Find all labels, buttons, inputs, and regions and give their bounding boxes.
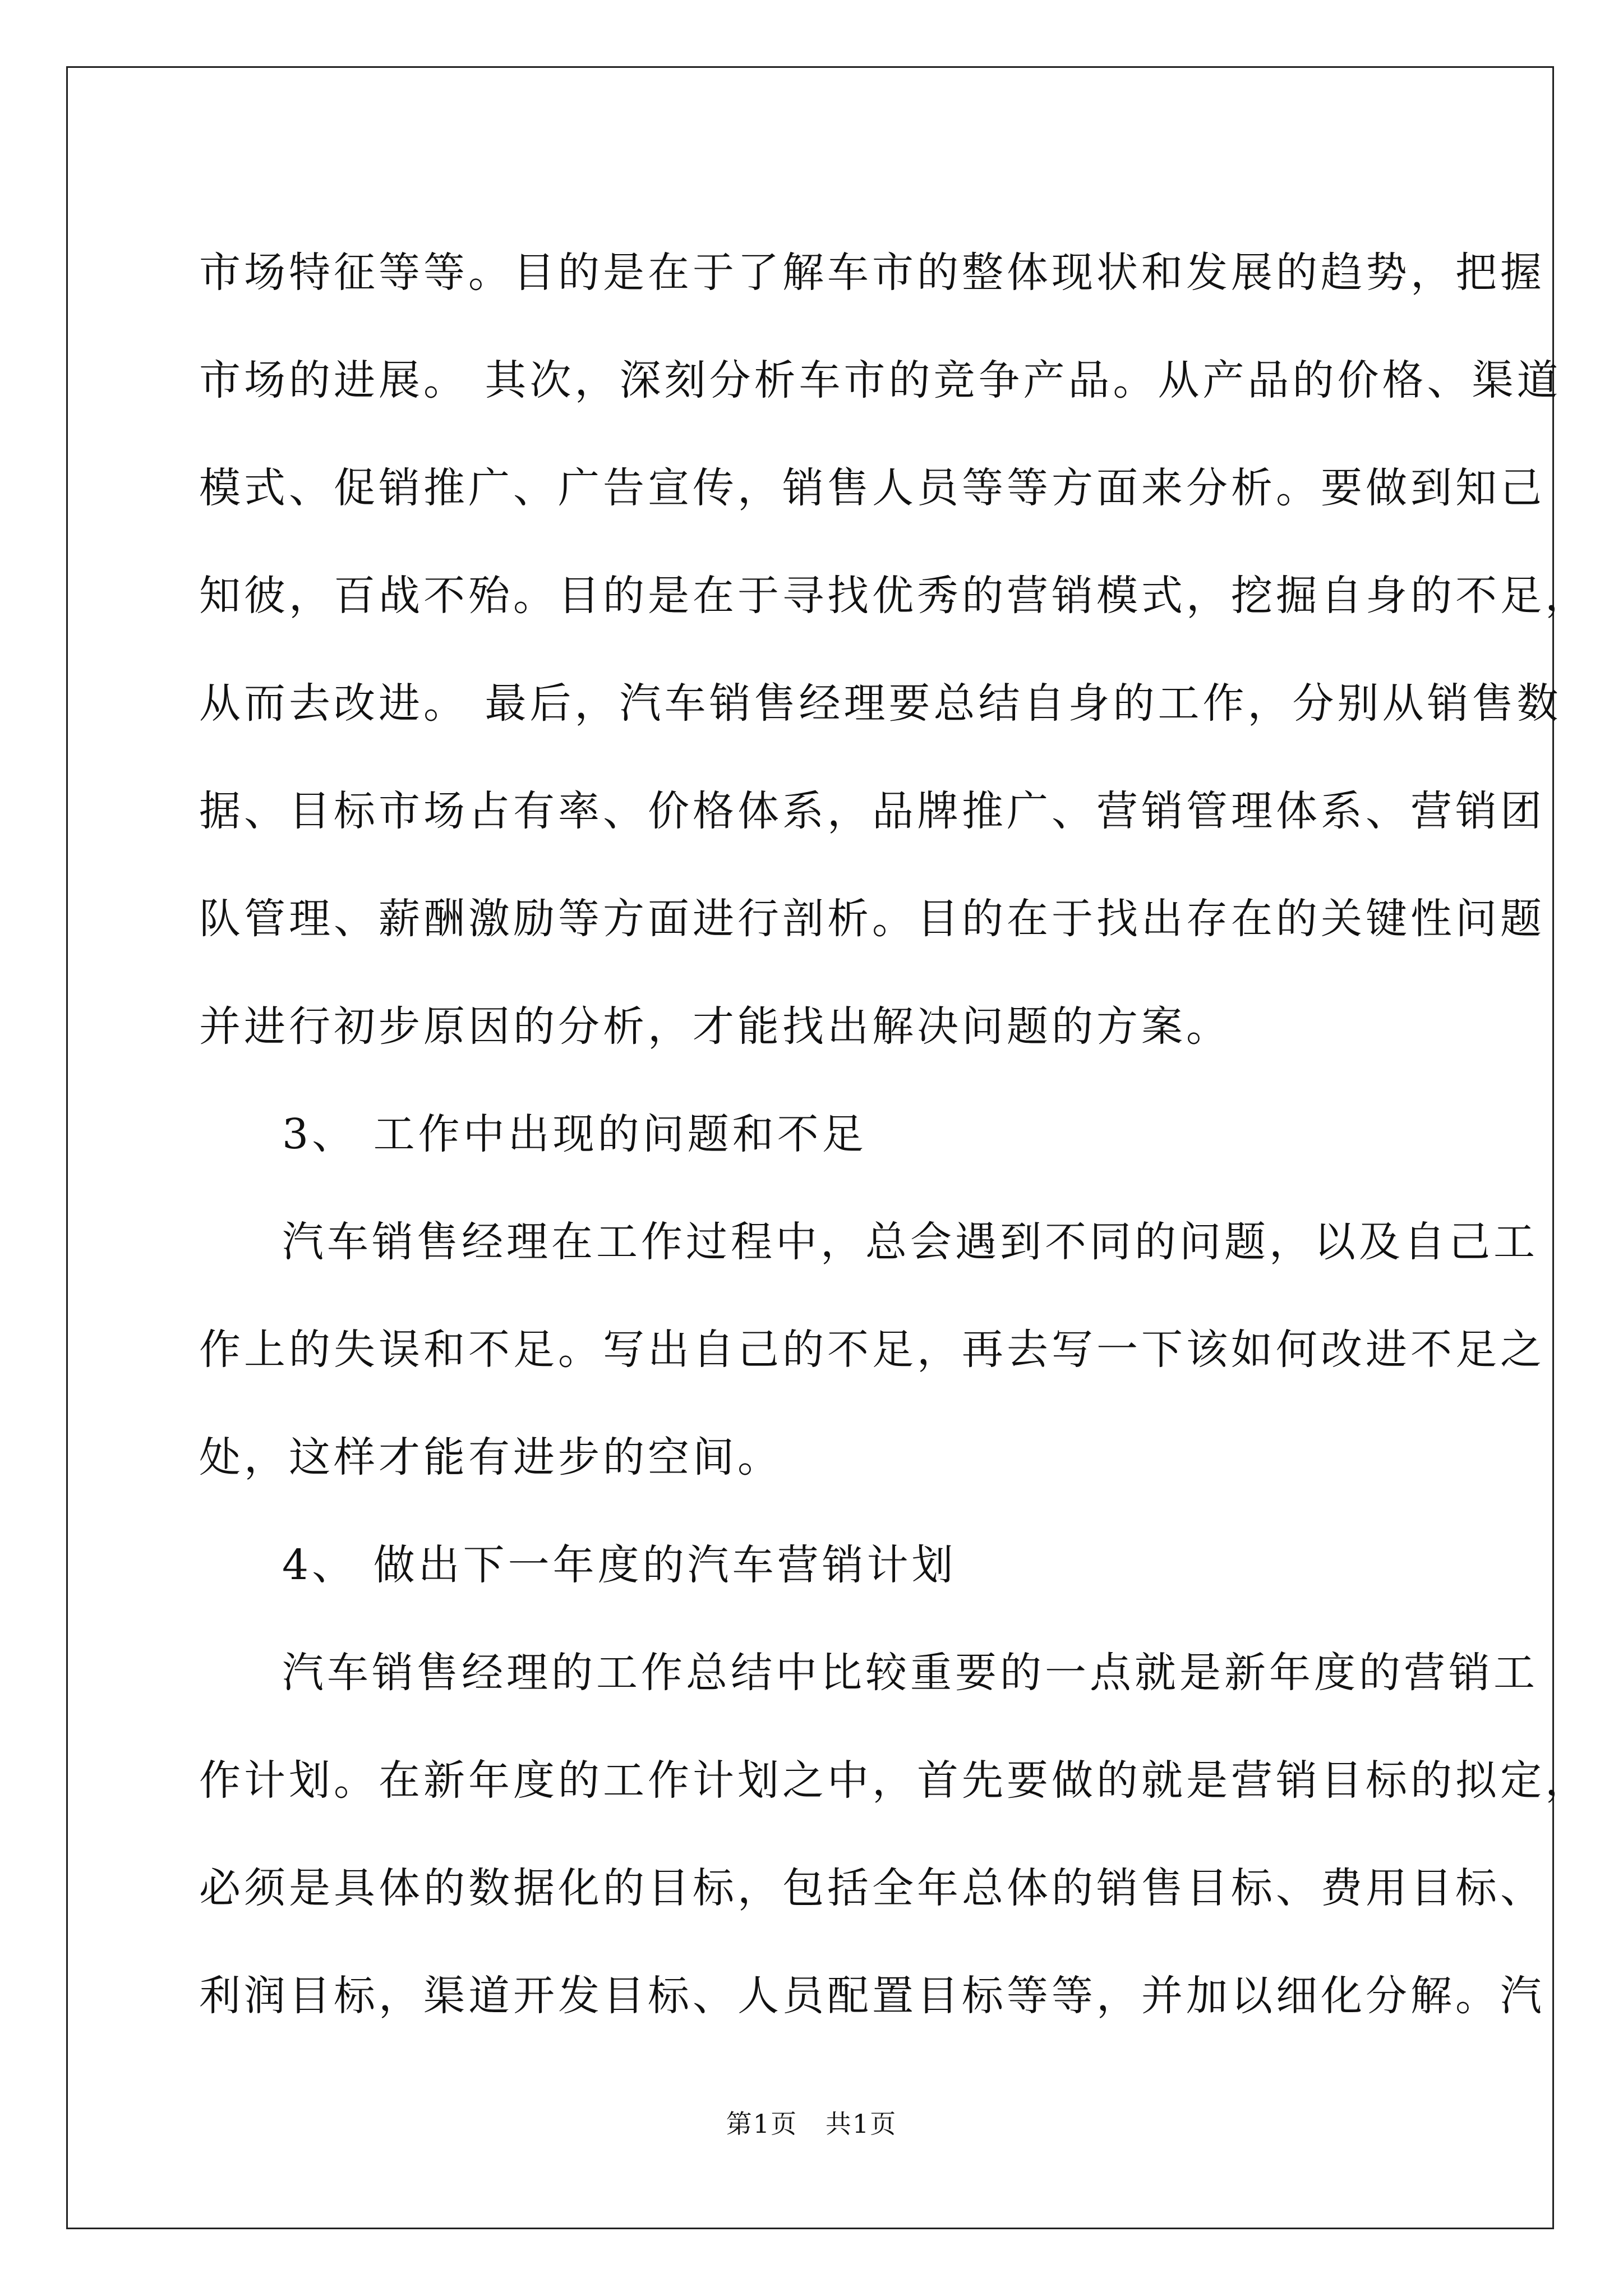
text-line: 市场的进展。 其次，深刻分析车市的竞争产品。从产品的价格、渠道 (199, 356, 1562, 404)
section-heading: 3、 工作中出现的问题和不足 (282, 1110, 867, 1158)
text-line: 模式、促销推广、广告宣传，销售人员等等方面来分析。要做到知己 (199, 464, 1545, 512)
text-line: 并进行初步原因的分析，才能找出解决问题的方案。 (199, 1002, 1231, 1051)
section-heading: 4、 做出下一年度的汽车营销计划 (282, 1541, 957, 1589)
text-line: 据、目标市场占有率、价格体系，品牌推广、营销管理体系、营销团 (199, 787, 1545, 835)
text-line: 知彼，百战不殆。目的是在于寻找优秀的营销模式，挖掘自身的不足， (199, 572, 1590, 620)
text-line: 处，这样才能有进步的空间。 (199, 1433, 782, 1481)
text-line: 必须是具体的数据化的目标，包括全年总体的销售目标、费用目标、 (199, 1864, 1545, 1912)
text-line: 作上的失误和不足。写出自己的不足，再去写一下该如何改进不足之 (199, 1326, 1545, 1374)
text-line: 队管理、薪酬激励等方面进行剖析。目的在于找出存在的关键性问题 (199, 895, 1545, 943)
text-line: 利润目标，渠道开发目标、人员配置目标等等，并加以细化分解。汽 (199, 1972, 1545, 2020)
text-line: 市场特征等等。目的是在于了解车市的整体现状和发展的趋势，把握 (199, 249, 1545, 297)
text-line: 作计划。在新年度的工作计划之中，首先要做的就是营销目标的拟定， (199, 1756, 1590, 1805)
text-line: 汽车销售经理的工作总结中比较重要的一点就是新年度的营销工 (282, 1649, 1538, 1697)
text-line: 从而去改进。 最后，汽车销售经理要总结自身的工作，分别从销售数 (199, 679, 1562, 728)
text-line: 汽车销售经理在工作过程中，总会遇到不同的问题，以及自己工 (282, 1218, 1538, 1266)
page-number-footer: 第1页 共1页 (726, 2109, 897, 2139)
document-body (199, 219, 1590, 2050)
